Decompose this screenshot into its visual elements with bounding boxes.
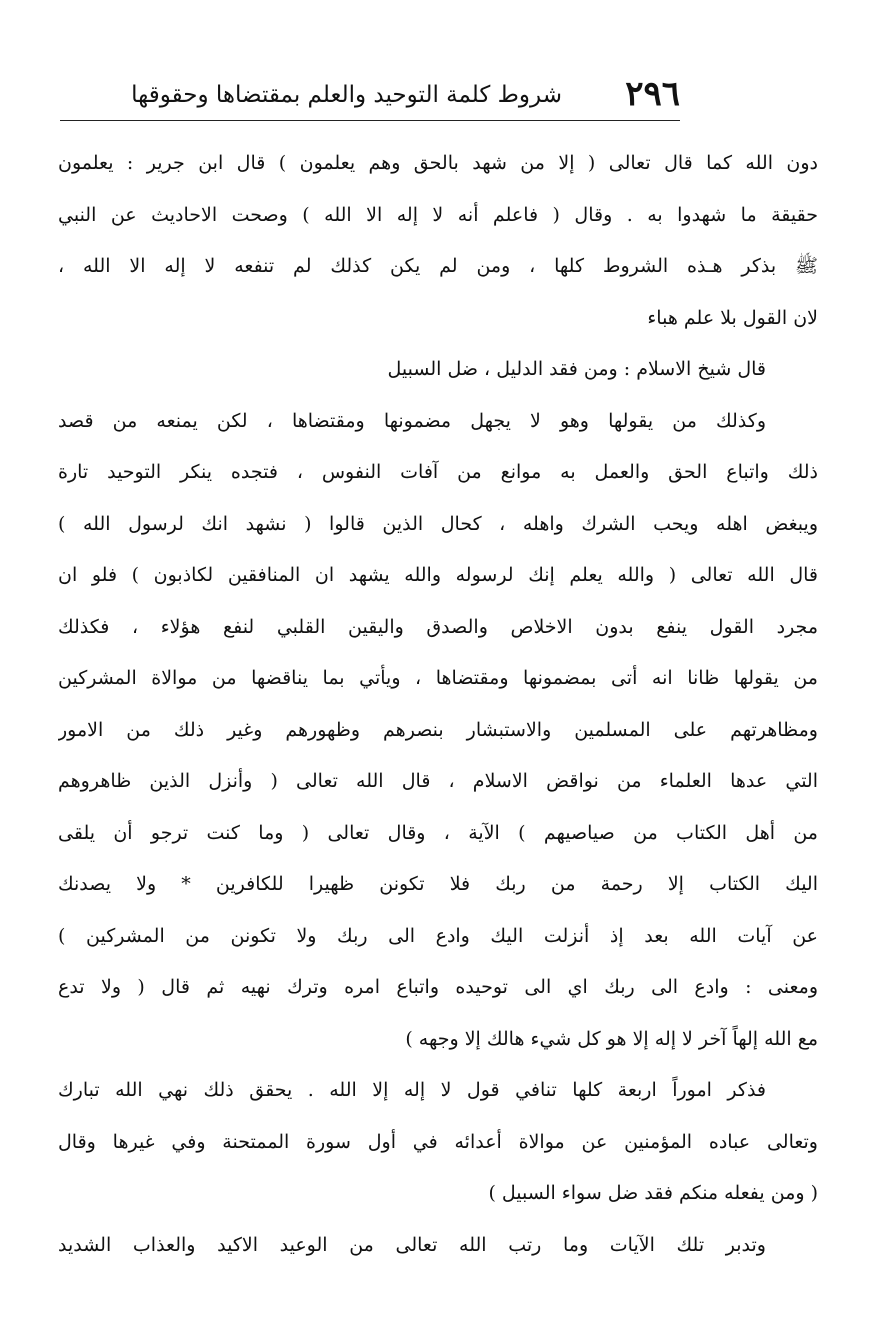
text-line-11: من يقولها ظانا انه أتى بمضمونها ومقتضاها ، ويأتي بما يناقضها من موالاة المشركين: [58, 667, 818, 689]
text-line-5: قال شيخ الاسلام : ومن فقد الدليل ، ضل السبيل: [387, 358, 766, 380]
text-line-8: ويبغض اهله ويحب الشرك واهله ، كحال الذين قالوا ( نشهد انك لرسول الله ): [58, 512, 818, 535]
text-line-16: عن آيات الله بعد إذ أنزلت اليك وادع الى ربك ولا تكونن من المشركين ): [58, 924, 818, 947]
page-number: ٢٩٦: [625, 74, 680, 114]
text-line-2: حقيقة ما شهدوا به . وقال ( فاعلم أنه لا إله الا الله ) وصحت الاحاديث عن النبي: [58, 203, 818, 226]
text-line-22: وتدبر تلك الآيات وما رتب الله تعالى من الوعيد الاكيد والعذاب الشديد: [58, 1233, 766, 1256]
text-line-9: قال الله تعالى ( والله يعلم إنك لرسوله والله يشهد ان المنافقين لكاذبون ) فلو ان: [58, 564, 818, 586]
text-line-21: ( ومن يفعله منكم فقد ضل سواء السبيل ): [488, 1182, 818, 1204]
text-line-12: ومظاهرتهم على المسلمين والاستبشار بنصرهم وظهورهم وغير ذلك من الامور: [58, 718, 818, 741]
text-line-14: من أهل الكتاب من صياصيهم ) الآية ، وقال تعالى ( وما كنت ترجو أن يلقى: [58, 821, 818, 844]
text-line-18: مع الله إلهاً آخر لا إله إلا هو كل شيء هالك إلا وجهه ): [405, 1027, 818, 1050]
page-header: [131, 66, 680, 116]
text-line-3: ﷺ بذكر هـذه الشروط كلها ، ومن لم يكن كذلك لم تنفعه لا إله الا الله ،: [58, 255, 818, 277]
text-line-19: فذكر اموراً اربعة كلها تنافي قول لا إله إلا الله . يحقق ذلك نهي الله تبارك: [58, 1079, 766, 1101]
header-rule: [60, 120, 680, 121]
text-line-1: دون الله كما قال تعالى ( إلا من شهد بالحق وهم يعلمون ) قال ابن جرير : يعلمون: [58, 152, 818, 174]
text-line-6: وكذلك من يقولها وهو لا يجهل مضمونها ومقتضاها ، لكن يمنعه من قصد: [58, 409, 766, 432]
text-line-15: اليك الكتاب إلا رحمة من ربك فلا تكونن ظهيرا للكافرين * ولا يصدنك: [58, 873, 818, 895]
text-line-7: ذلك واتباع الحق والعمل به موانع من آفات النفوس ، فتجده ينكر التوحيد تارة: [58, 461, 818, 483]
text-line-13: التي عدها العلماء من نواقض الاسلام ، قال الله تعالى ( وأنزل الذين ظاهروهم: [58, 770, 818, 792]
text-line-20: وتعالى عباده المؤمنين عن موالاة أعدائه في أول سورة الممتحنة وفي غيرها وقال: [58, 1130, 818, 1153]
body-text: [58, 138, 818, 1256]
text-line-4: لان القول بلا علم هباء: [647, 306, 818, 329]
text-line-17: ومعنى : وادع الى ربك اي الى توحيده واتباع امره وترك نهيه ثم قال ( ولا تدع: [58, 976, 818, 998]
running-title: شروط كلمة التوحيد والعلم بمقتضاها وحقوقها: [131, 82, 562, 108]
text-line-10: مجرد القول ينفع بدون الاخلاص والصدق واليقين القلبي لنفع هؤلاء ، فكذلك: [58, 615, 818, 638]
